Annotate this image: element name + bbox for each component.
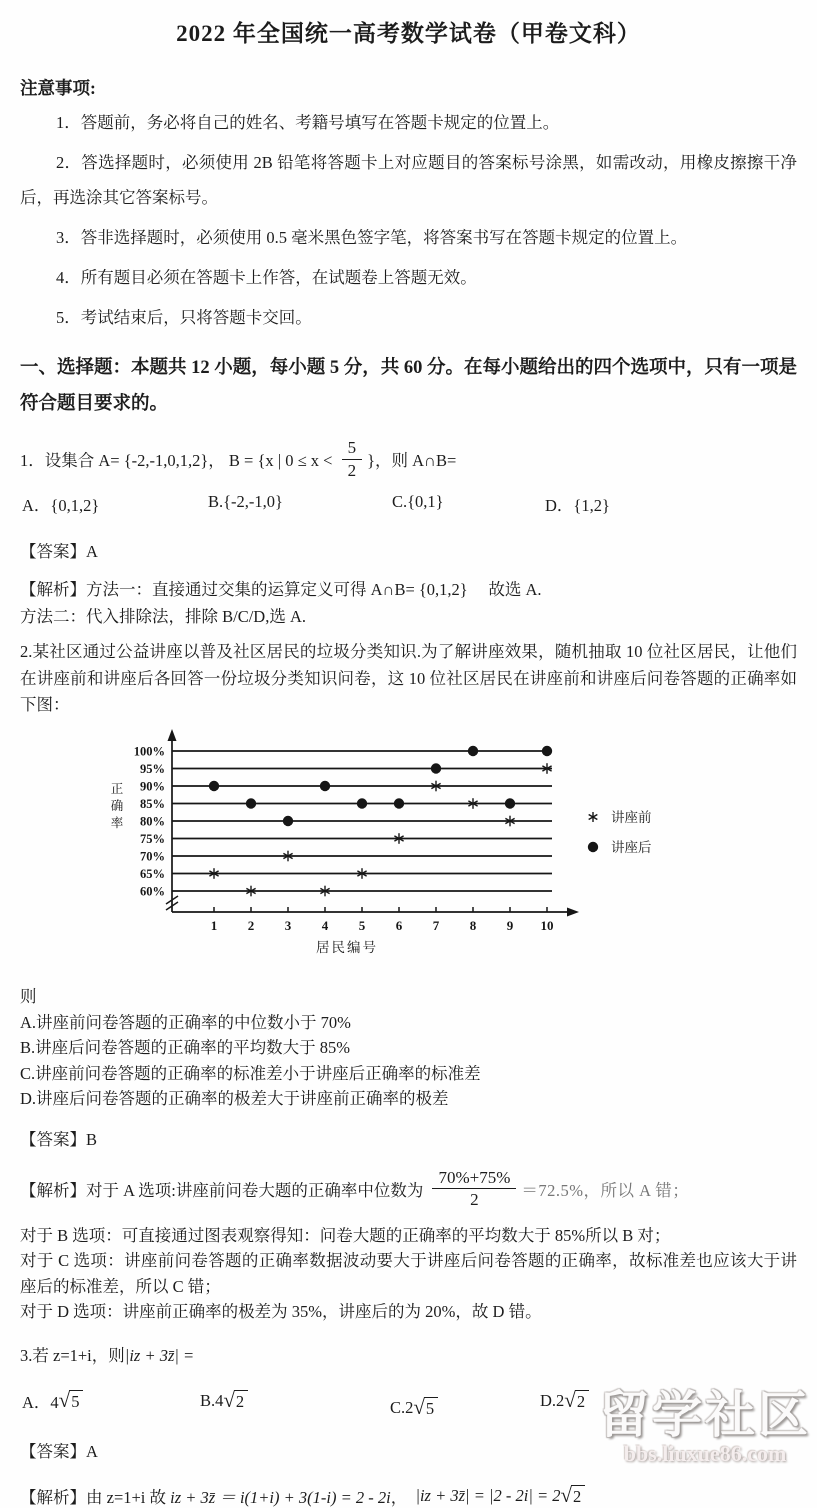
notice-item-5: 5．考试结束后，只将答题卡交回。 bbox=[56, 308, 312, 327]
q3-stem-expression: |iz + 3z̄| = bbox=[124, 1345, 195, 1365]
svg-text:2: 2 bbox=[247, 917, 255, 933]
svg-text:95%: 95% bbox=[140, 761, 165, 776]
svg-text:讲座前: 讲座前 bbox=[611, 809, 652, 825]
q3-analysis-tag: 【解析】 bbox=[20, 1487, 86, 1507]
fraction-median bbox=[432, 1168, 516, 1209]
q2-analysis-option-d: 对于 D 选项：讲座前正确率的极差为 35%，讲座后的为 20%，故 D 错。 bbox=[20, 1302, 542, 1321]
svg-text:80%: 80% bbox=[140, 813, 165, 828]
svg-text:60%: 60% bbox=[140, 883, 165, 898]
q3-option-d-pre: D.2 bbox=[540, 1390, 565, 1410]
svg-text:7: 7 bbox=[432, 917, 440, 933]
q2-option-d: D.讲座后问卷答题的正确率的极差大于讲座前正确率的极差 bbox=[20, 1089, 449, 1108]
radical-sign: √ bbox=[564, 1387, 576, 1412]
q2-option-a: A.讲座前问卷答题的正确率的中位数小于 70% bbox=[20, 1012, 351, 1032]
q1-option-b: B.{-2,-1,0} bbox=[208, 492, 283, 511]
q3-option-c-pre: C.2 bbox=[390, 1397, 414, 1417]
q3-stem-pre: 3.若 z=1+i，则 bbox=[20, 1345, 125, 1365]
q2-analysis-option-c: 对于 C 选项：讲座前问卷答题的正确率数据波动要大于讲座后问卷答题的正确率，故标准差也应该大于讲座后的标准差，所以 C 错； bbox=[20, 1251, 797, 1296]
q1-analysis-method1: 方法一：直接通过交集的运算定义可得 A∩B= {0,1,2} 故选 A. bbox=[86, 580, 542, 599]
q2-answer-value: B bbox=[86, 1129, 98, 1149]
svg-text:75%: 75% bbox=[140, 831, 165, 846]
q2-analysis-option-a bbox=[20, 1161, 797, 1217]
radicand: 2 bbox=[571, 1485, 585, 1507]
page-title: 2022 年全国统一高考数学试卷（甲卷文科） bbox=[176, 21, 641, 46]
q2-option-b: B.讲座后问卷答题的正确率的平均数大于 85% bbox=[20, 1038, 350, 1057]
svg-text:率: 率 bbox=[110, 815, 124, 830]
sqrt-expression bbox=[560, 1482, 586, 1507]
q2-analysis-option-b: 对于 B 选项：可直接通过图表观察得知：问卷大题的正确率的平均数大于 85%所以 B 对； bbox=[20, 1225, 671, 1245]
svg-text:4: 4 bbox=[321, 917, 329, 933]
svg-text:讲座后: 讲座后 bbox=[611, 839, 652, 855]
q2-analysis-a-post: ＝72.5%，所以 A 错； bbox=[521, 1180, 690, 1200]
sqrt-expression bbox=[223, 1387, 248, 1412]
radical-sign: √ bbox=[413, 1394, 425, 1419]
fraction-numerator: 70%+75% bbox=[432, 1168, 516, 1189]
fraction-numerator: 5 bbox=[342, 438, 363, 459]
q2-analysis-tag: 【解析】 bbox=[20, 1180, 86, 1200]
sqrt-expression bbox=[413, 1394, 438, 1419]
q3-analysis-expr2: |iz + 3z̄| = |2 - 2i| = 2 bbox=[415, 1485, 561, 1505]
q3-option-d bbox=[540, 1389, 797, 1413]
radicand: 5 bbox=[69, 1390, 83, 1412]
q1-options bbox=[20, 492, 797, 516]
q3-analysis-expr1: iz + 3z̄ ＝ i(1+i) + 3(1-i) = 2 - 2i bbox=[170, 1487, 391, 1507]
sqrt-expression bbox=[58, 1387, 84, 1412]
q3-analysis-sep: ， bbox=[390, 1487, 416, 1507]
q1-option-a: A．{0,1,2} bbox=[22, 496, 100, 515]
q2-then: 则 bbox=[20, 986, 37, 1006]
q2-option-c: C.讲座前问卷答题的正确率的标准差小于讲座后正确率的标准差 bbox=[20, 1063, 481, 1083]
q1-answer-value: A bbox=[86, 542, 98, 561]
svg-text:10: 10 bbox=[540, 917, 554, 933]
notice-heading: 注意事项: bbox=[20, 78, 96, 98]
svg-text:1: 1 bbox=[210, 917, 218, 933]
accuracy-chart-svg bbox=[104, 729, 669, 969]
watermark-url: bbs.liuxue86.com bbox=[623, 1441, 787, 1466]
q1-option-c: C.{0,1} bbox=[392, 492, 444, 511]
question-3-stem bbox=[20, 1341, 797, 1371]
q3-option-c bbox=[390, 1396, 540, 1420]
svg-text:3: 3 bbox=[284, 917, 292, 933]
fraction-denominator: 2 bbox=[347, 460, 357, 480]
q1-analysis bbox=[20, 576, 797, 630]
q3-option-a bbox=[22, 1389, 200, 1413]
q2-analysis-rest bbox=[20, 1223, 797, 1325]
svg-text:85%: 85% bbox=[140, 796, 165, 811]
q1-option-d: D．{1,2} bbox=[545, 496, 610, 515]
svg-text:90%: 90% bbox=[140, 778, 165, 793]
q3-option-b-pre: B.4 bbox=[200, 1390, 224, 1410]
radicand: 2 bbox=[575, 1390, 589, 1412]
question-2-stem: 2.某社区通过公益讲座以普及社区居民的垃圾分类知识.为了解讲座效果，随机抽取 10 位社区居民，让他们在讲座前和讲座后各回答一份垃圾分类知识问卷，这 10 位社区居民在讲座前和讲座后问卷答题的正确率如下图： bbox=[20, 642, 798, 714]
svg-text:6: 6 bbox=[395, 917, 403, 933]
q1-analysis-line1 bbox=[20, 576, 797, 603]
svg-text:70%: 70% bbox=[140, 848, 165, 863]
q1-answer-tag: 【答案】 bbox=[20, 542, 86, 561]
q1-stem-pre: 1．设集合 A= {-2,-1,0,1,2}， B = {x | 0 ≤ x < bbox=[20, 451, 337, 470]
q2-answer-line bbox=[20, 1127, 797, 1152]
q3-analysis bbox=[20, 1484, 797, 1508]
notice-list bbox=[20, 105, 797, 335]
sqrt-expression bbox=[564, 1387, 589, 1412]
svg-text:正: 正 bbox=[110, 781, 124, 796]
q3-answer-line bbox=[20, 1439, 797, 1464]
q1-analysis-line2: 方法二：代入排除法，排除 B/C/D,选 A. bbox=[20, 607, 307, 626]
notice-item-2: 2．答选择题时，必须使用 2B 铅笔将答题卡上对应题目的答案标号涂黑，如需改动，用橡皮擦擦干净后，再选涂其它答案标号。 bbox=[20, 153, 797, 207]
q3-answer-tag: 【答案】 bbox=[20, 1441, 86, 1461]
q2-analysis-a-pre: 对于 A 选项:讲座前问卷大题的正确率中位数为 bbox=[86, 1180, 428, 1200]
svg-text:5: 5 bbox=[358, 917, 366, 933]
svg-text:确: 确 bbox=[110, 798, 124, 813]
q3-option-b bbox=[200, 1389, 390, 1413]
q1-stem-post: }，则 A∩B= bbox=[367, 451, 457, 470]
notice-item-1: 1．答题前，务必将自己的姓名、考籍号填写在答题卡规定的位置上。 bbox=[56, 113, 560, 132]
radical-sign: √ bbox=[223, 1387, 235, 1412]
q3-answer-value: A bbox=[86, 1441, 98, 1461]
q1-analysis-tag: 【解析】 bbox=[20, 580, 86, 599]
svg-text:居民编号: 居民编号 bbox=[316, 939, 378, 955]
svg-text:9: 9 bbox=[506, 917, 514, 933]
notice-item-3: 3．答非选择题时，必须使用 0.5 毫米黑色签字笔，将答案书写在答题卡规定的位置上。 bbox=[56, 228, 688, 247]
question-1-stem bbox=[20, 435, 797, 483]
watermark-title: 留学社区 bbox=[599, 1387, 811, 1443]
q2-answer-tag: 【答案】 bbox=[20, 1129, 86, 1149]
radicand: 2 bbox=[234, 1390, 248, 1412]
radical-sign: √ bbox=[58, 1387, 71, 1412]
accuracy-chart-figure bbox=[104, 729, 669, 974]
notice-item-4: 4．所有题目必须在答题卡上作答，在试题卷上答题无效。 bbox=[56, 268, 477, 287]
radical-sign: √ bbox=[560, 1482, 573, 1507]
section-heading: 一、选择题：本题共 12 小题，每小题 5 分，共 60 分。在每小题给出的四个选项中，只有一项是符合题目要求的。 bbox=[20, 358, 798, 414]
q2-options bbox=[20, 1010, 797, 1112]
fraction-five-halves bbox=[342, 438, 363, 479]
q1-answer-line bbox=[20, 539, 797, 564]
radicand: 5 bbox=[424, 1397, 438, 1419]
svg-text:65%: 65% bbox=[140, 866, 165, 881]
q3-option-a-pre: A．4 bbox=[22, 1392, 59, 1412]
fraction-denominator: 2 bbox=[470, 1190, 479, 1209]
svg-text:8: 8 bbox=[469, 917, 477, 933]
svg-text:100%: 100% bbox=[133, 743, 165, 758]
q3-analysis-pre: 由 z=1+i 故 bbox=[86, 1487, 171, 1507]
